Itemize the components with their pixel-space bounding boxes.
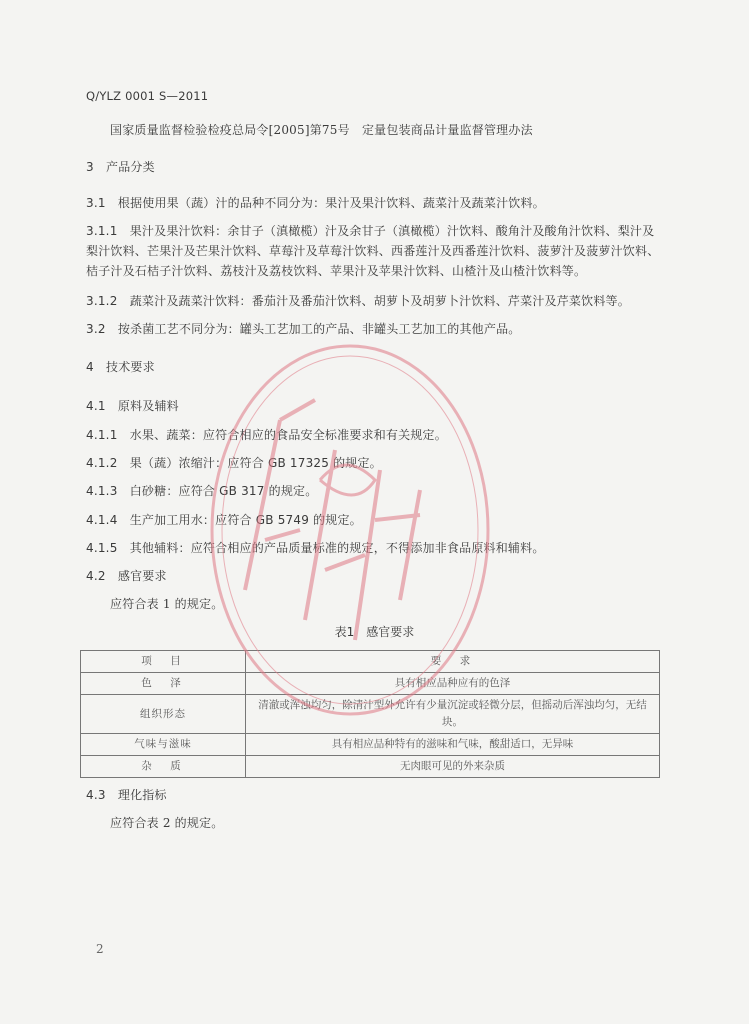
table-cell: 具有相应品种特有的滋味和气味，酸甜适口，无异味: [246, 734, 660, 756]
table-cell: 无肉眼可见的外来杂质: [246, 756, 660, 778]
section-4-2: 4.2 感官要求: [86, 569, 167, 583]
table-cell: 组织形态: [81, 695, 246, 734]
table-1-caption: 表1 感官要求: [334, 625, 415, 639]
table-cell: 色 泽: [81, 673, 246, 695]
sensory-requirements-table: [80, 650, 660, 778]
section-3-1-1: 3.1.1 果汁及果汁饮料：余甘子（滇橄榄）汁及余甘子（滇橄榄）汁饮料、酸角汁及酸角汁饮料、梨汁及梨汁饮料、芒果汁及芒果汁饮料、草莓汁及草莓汁饮料、西番莲汁及西番莲汁饮料、菠萝汁及菠萝汁饮料、桔子汁及石桔子汁饮料、荔枝汁及荔枝饮料、苹果汁及苹果汁饮料、山楂汁及山楂汁饮料等。: [86, 224, 660, 278]
section-3-1-2: 3.1.2 蔬菜汁及蔬菜汁饮料：番茄汁及番茄汁饮料、胡萝卜及胡萝卜汁饮料、芹菜汁及芹菜饮料等。: [86, 294, 630, 308]
table-header-cell: 要 求: [246, 651, 660, 673]
table-cell: 清澈或浑浊均匀，除清汁型外允许有少量沉淀或轻微分层，但摇动后浑浊均匀，无结块。: [246, 695, 660, 734]
section-4-1-5: 4.1.5 其他辅料：应符合相应的产品质量标准的规定，不得添加非食品原料和辅料。: [86, 541, 545, 555]
section-3-heading: 3 产品分类: [86, 160, 155, 174]
reference-line: 国家质量监督检验检疫总局令[2005]第75号 定量包装商品计量监督管理办法: [110, 123, 533, 137]
table-header-cell: 项 目: [81, 651, 246, 673]
table-row: [81, 673, 660, 695]
table-cell: 杂 质: [81, 756, 246, 778]
table-cell: 气味与滋味: [81, 734, 246, 756]
section-3-1: 3.1 根据使用果（蔬）汁的品种不同分为：果汁及果汁饮料、蔬菜汁及蔬菜汁饮料。: [86, 196, 545, 210]
table-cell: 具有相应品种应有的色泽: [246, 673, 660, 695]
section-4-heading: 4 技术要求: [86, 360, 155, 374]
section-4-1-2: 4.1.2 果（蔬）浓缩汁：应符合 GB 17325 的规定。: [86, 456, 382, 470]
table-row: [81, 734, 660, 756]
table-row: [81, 695, 660, 734]
section-4-1-4: 4.1.4 生产加工用水：应符合 GB 5749 的规定。: [86, 513, 362, 527]
section-4-3-body: 应符合表 2 的规定。: [110, 816, 224, 830]
document-code: Q/YLZ 0001 S—2011: [86, 89, 209, 103]
table-header-row: [81, 651, 660, 673]
section-4-2-body: 应符合表 1 的规定。: [110, 597, 224, 611]
section-4-3: 4.3 理化指标: [86, 788, 167, 802]
page-number: 2: [96, 942, 104, 956]
section-3-2: 3.2 按杀菌工艺不同分为：罐头工艺加工的产品、非罐头工艺加工的其他产品。: [86, 322, 521, 336]
section-4-1: 4.1 原料及辅料: [86, 399, 179, 413]
section-4-1-3: 4.1.3 白砂糖：应符合 GB 317 的规定。: [86, 484, 318, 498]
section-4-1-1: 4.1.1 水果、蔬菜：应符合相应的食品安全标准要求和有关规定。: [86, 428, 447, 442]
table-row: [81, 756, 660, 778]
